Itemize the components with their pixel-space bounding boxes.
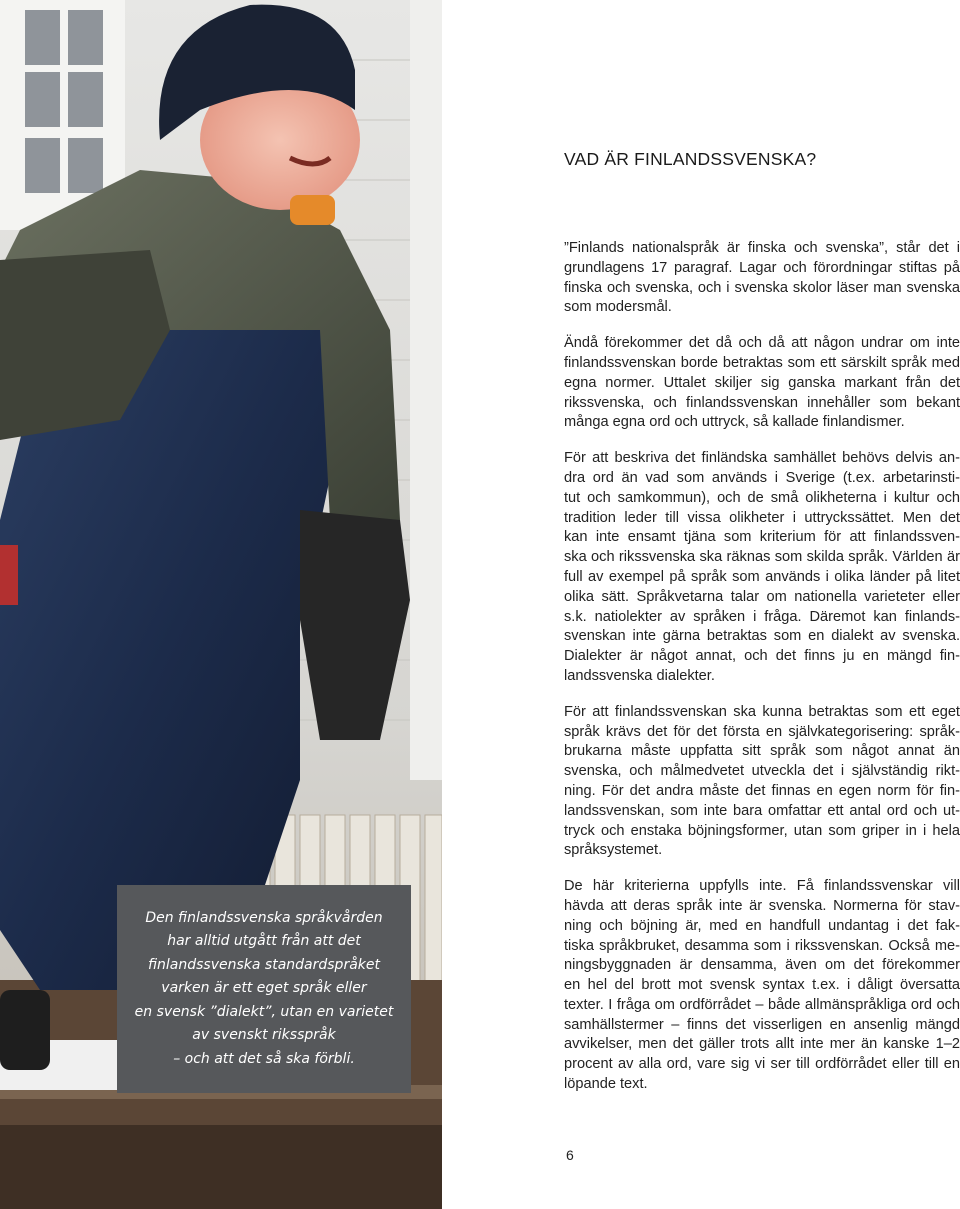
article bbox=[564, 145, 960, 1111]
quote-line: en svensk ”dialekt”, utan en varietet bbox=[134, 1003, 394, 1020]
text-line: För att beskriva det finländska samhället behövs delvis an- bbox=[564, 450, 960, 467]
text-line: tradition leder till vissa olikheter i uttryckssättet. Men det bbox=[564, 509, 960, 526]
quote-line: Den finlandssvenska språkvården bbox=[145, 909, 383, 926]
text-line: tiska språkbruket, desamma som i rikssvenskan. Också me- bbox=[564, 937, 960, 954]
text-line: ning och böjning är, med en handfull undantag i det fak- bbox=[564, 917, 960, 934]
text-line: löpande text. bbox=[564, 1076, 648, 1093]
text-line: dra ord än vad som används i Sverige (t.ex. arbetarinsti- bbox=[564, 469, 960, 486]
text-line: som modersmål. bbox=[564, 299, 672, 316]
text-line: brukarna måste uppfatta sitt språk som något annat än bbox=[564, 743, 960, 760]
text-line: olika sätt. Språkvetarna talar om nationella varieteter eller bbox=[564, 588, 960, 605]
text-line: rikssvenska, och finlandssvenskan innehåller som bekant bbox=[564, 394, 960, 411]
quote-line: av svenskt riksspråk bbox=[192, 1027, 336, 1044]
text-line: landssvenskan, som inte bara omfattar ett antal ord och ut- bbox=[564, 802, 960, 819]
paragraph-3 bbox=[564, 449, 960, 687]
text-line: texter. I fråga om ordförrådet – både allmänspråkliga ord och bbox=[564, 996, 960, 1013]
text-line: grundlagens 17 paragraf. Lagar och förordningar stiftas på bbox=[564, 259, 960, 276]
text-line: finska och svenska, och i svenska skolor läser man svenska bbox=[564, 279, 960, 296]
paragraph-2 bbox=[564, 334, 960, 433]
paragraph-1 bbox=[564, 239, 960, 318]
text-line: svenskan inte gärna betraktas som en dialekt av svenska. bbox=[564, 628, 960, 645]
quote-line: har alltid utgått från att det bbox=[167, 933, 361, 950]
text-line: För att finlandssvenskan ska kunna betraktas som ett eget bbox=[564, 703, 960, 720]
text-line: landssvenska dialekter. bbox=[564, 667, 715, 684]
text-line: många egna ord och uttryck, så kallade finlandismer. bbox=[564, 414, 905, 431]
text-line: procent av alla ord, vare sig vi ser till ordförrådet eller till en bbox=[564, 1056, 960, 1073]
text-line: tut och samkommun), och de små olikheterna i kultur och bbox=[564, 489, 960, 506]
article-title: VAD ÄR FINLANDSSVENSKA? bbox=[564, 149, 817, 169]
text-line: tryck och enstaka böjningsformer, utan som griper in i hela bbox=[564, 822, 960, 839]
pull-quote-text bbox=[135, 907, 394, 1072]
text-line: samhällstermer – finns det visserligen en ansenlig mängd bbox=[564, 1016, 960, 1033]
text-line: avvikelser, men det gäller trots allt inte mer än kanske 1–2 bbox=[564, 1036, 960, 1053]
text-line: ningsbyggnaden är densamma, även om det förekommer bbox=[564, 957, 960, 974]
text-line: De här kriterierna uppfylls inte. Få finlandssvenskar vill bbox=[564, 878, 960, 895]
paragraph-4 bbox=[564, 703, 960, 861]
text-line: egna normer. Uttalet skiljer sig ganska markant från det bbox=[564, 374, 960, 391]
text-line: hävda att deras språk inte är svenska. Normerna för stav- bbox=[564, 897, 960, 914]
text-line: full av exempel på språk som används i olika länder på litet bbox=[564, 568, 960, 585]
text-line: svenska, och målmedvetet utveckla det i självständig rikt- bbox=[564, 763, 960, 780]
text-line: ning. För det andra måste det finnas en egen norm för fin- bbox=[564, 782, 960, 799]
quote-line: finlandssvenska standardspråket bbox=[147, 956, 380, 973]
text-line: kan inte ensamt tjäna som kriterium för att finlandssven- bbox=[564, 529, 960, 546]
text-line: språk krävs det för det första en självkategorisering: språk- bbox=[564, 723, 960, 740]
page-number: 6 bbox=[566, 1147, 574, 1163]
text-line: Ändå förekommer det då och då att någon undrar om inte bbox=[564, 335, 960, 352]
text-line: Dialekter är något annat, och det finns ju en mängd fin- bbox=[564, 648, 960, 665]
quote-line: – och att det så ska förbli. bbox=[173, 1050, 355, 1067]
quote-line: varken är ett eget språk eller bbox=[161, 980, 367, 997]
text-line: ”Finlands nationalspråk är finska och svenska”, står det i bbox=[564, 240, 960, 256]
text-line: språksystemet. bbox=[564, 842, 663, 859]
pull-quote bbox=[117, 885, 411, 1093]
text-line: en hel del brott mot svensk syntax t.ex. i dåligt översatta bbox=[564, 977, 960, 994]
paragraph-5 bbox=[564, 877, 960, 1095]
text-line: finlandssvenskan borde betraktas som ett särskilt språk med bbox=[564, 354, 960, 371]
text-line: s.k. natiolekter av språken i fråga. Däremot kan finlands- bbox=[564, 608, 960, 625]
text-line: ska och rikssvenska ska räknas som skilda språk. Världen är bbox=[564, 549, 960, 566]
